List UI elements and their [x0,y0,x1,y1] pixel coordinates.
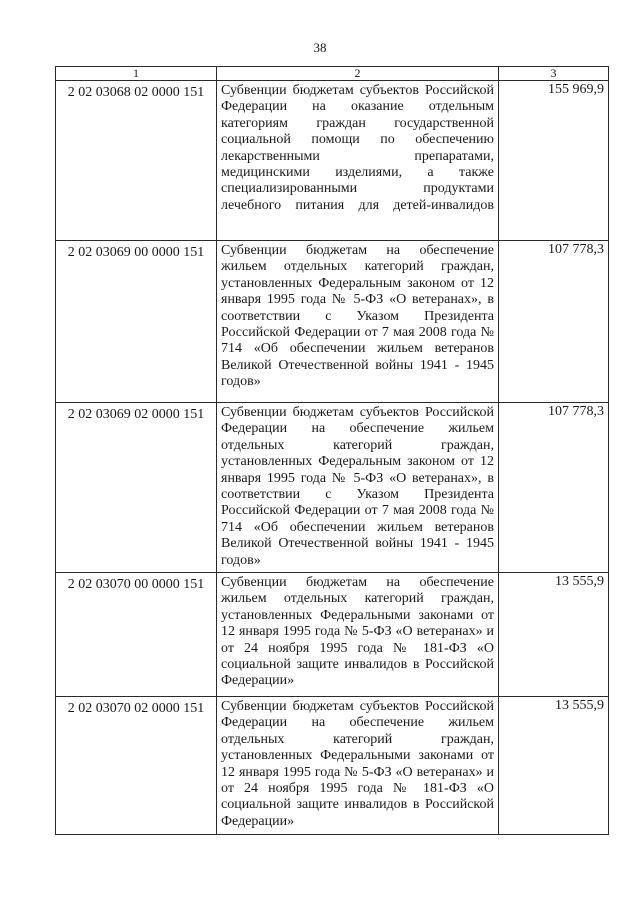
budget-code-cell: 2 02 03069 00 0000 151 [56,241,217,403]
amount-cell: 107 778,3 [499,241,609,403]
budget-code-cell: 2 02 03070 02 0000 151 [56,697,217,835]
column-header-1: 1 [56,67,217,81]
table-row [56,403,609,573]
budget-code-cell: 2 02 03069 02 0000 151 [56,403,217,573]
budget-code-cell: 2 02 03068 02 0000 151 [56,81,217,241]
amount-cell: 155 969,9 [499,81,609,241]
description-cell [217,697,499,835]
description-cell [217,81,499,241]
column-header-2: 2 [217,67,499,81]
table-row [56,573,609,697]
page-number: 38 [313,40,327,55]
amount-cell: 13 555,9 [499,573,609,697]
budget-code-cell: 2 02 03070 00 0000 151 [56,573,217,697]
description-cell [217,241,499,403]
description-cell [217,403,499,573]
table-row [56,697,609,835]
description-text: Субвенции бюджетам субъектов Российской Федерации на оказание отдельным категориям граждан государственной социальной помощи по обеспечению лекарственными препаратами, медицинскими изделиями, а также специализированными продуктами лечебного питания для детей-инвалидов [221,83,494,213]
table-row [56,241,609,403]
description-text: Субвенции бюджетам субъектов Российской Федерации на обеспечение жильем отдельных категорий граждан, установленных Федеральными законами от 12 января 1995 года № 5-ФЗ «О ветеранах» и от 24 ноября 1995 года № 181-ФЗ «О социальной защите инвалидов в Российской Федерации» [221,699,494,829]
description-cell [217,573,499,697]
description-text: Субвенции бюджетам на обеспечение жильем отдельных категорий граждан, установленных Федеральным законом от 12 января 1995 года № 5-ФЗ «О ветеранах», в соответствии с Указом Президента Российской Федерации от 7 мая 2008 года № 714 «Об обеспечении жильем ветеранов Великой Отечественной войны 1941 - 1945 годов» [221,243,494,390]
amount-cell: 107 778,3 [499,403,609,573]
table-row [56,81,609,241]
amount-cell: 13 555,9 [499,697,609,835]
description-text: Субвенции бюджетам субъектов Российской Федерации на обеспечение жильем отдельных категорий граждан, установленных Федеральным законом от 12 января 1995 года № 5-ФЗ «О ветеранах», в соответствии с Указом Президента Российской Федерации от 7 мая 2008 года № 714 «Об обеспечении жильем ветеранов Великой Отечественной войны 1941 - 1945 годов» [221,405,494,568]
budget-table [55,66,609,835]
description-text: Субвенции бюджетам на обеспечение жильем отдельных категорий граждан, установленных Федеральными законами от 12 января 1995 года № 5-ФЗ «О ветеранах» и от 24 ноября 1995 года № 181-ФЗ «О социальной защите инвалидов в Российской Федерации» [221,575,494,689]
table-header-row [56,67,609,81]
column-header-3: 3 [499,67,609,81]
